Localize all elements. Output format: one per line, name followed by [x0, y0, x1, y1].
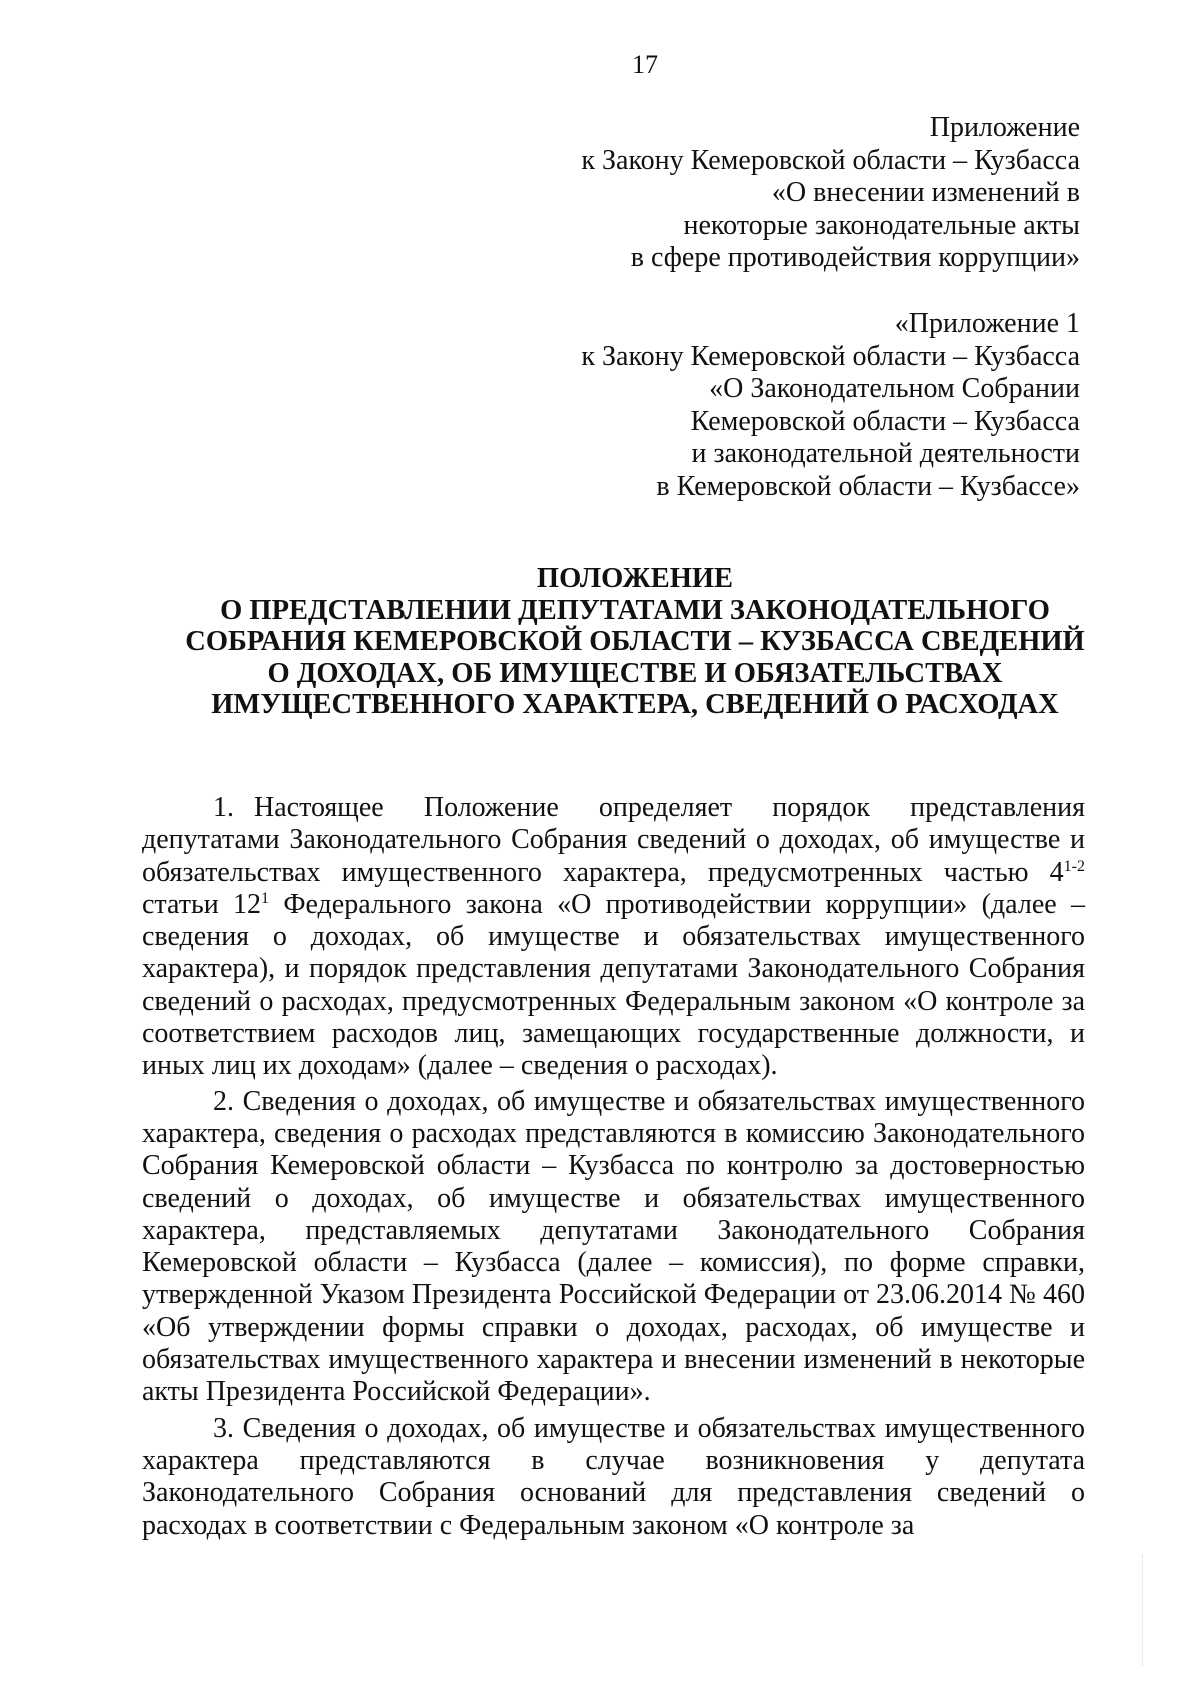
scan-artifact	[1142, 1555, 1146, 1665]
title-line: О ПРЕДСТАВЛЕНИИ ДЕПУТАТАМИ ЗАКОНОДАТЕЛЬНОГО	[220, 594, 1050, 626]
paragraph-text: Настоящее Положение определяет порядок представления депутатами Законодательного Собрания сведений о доходах, об имуществе и обязательствах имущественного характера, предусмотренных частью 4	[142, 792, 1085, 888]
annex-header-line: в сфере противодействия коррупции»	[630, 242, 1080, 273]
title-line: ИМУЩЕСТВЕННОГО ХАРАКТЕРА, СВЕДЕНИЙ О РАСХОДАХ	[211, 689, 1059, 720]
annex-header	[581, 112, 1080, 275]
superscript: 1	[261, 889, 270, 907]
annex-header-line: «О внесении изменений в	[771, 177, 1080, 208]
document-title	[150, 563, 1120, 721]
nested-annex-line: и законодательной деятельности	[691, 438, 1080, 469]
nested-annex-line: «Приложение 1	[894, 308, 1080, 339]
title-line: ПОЛОЖЕНИЕ	[536, 563, 734, 594]
page-number: 17	[632, 50, 658, 79]
title-line: О ДОХОДАХ, ОБ ИМУЩЕСТВЕ И ОБЯЗАТЕЛЬСТВАХ	[267, 657, 1003, 689]
paragraph-number: 1.	[213, 792, 234, 823]
annex-header-line: некоторые законодательные акты	[683, 209, 1080, 241]
nested-annex-line: Кемеровской области – Кузбасса	[690, 405, 1080, 437]
document-body	[142, 792, 1085, 1542]
superscript: 1-2	[1063, 857, 1085, 875]
paragraph-text: Федерального закона «О противодействии коррупции» (далее – сведения о доходах, об имуществе и обязательствах имущественного характера), и порядок представления депутатами Законодательного Собрания сведений о расходах, предусмотренных Федеральным законом «О контроле за соответствием расходов лиц, замещающих государственные должности, и иных лиц их доходам» (далее – сведения о расходах).	[142, 888, 1085, 1082]
annex-header-line: к Закону Кемеровской области – Кузбасса	[581, 144, 1080, 176]
paragraph-text: статьи 12	[142, 888, 262, 920]
title-line: СОБРАНИЯ КЕМЕРОВСКОЙ ОБЛАСТИ – КУЗБАССА СВЕДЕНИЙ	[185, 626, 1085, 657]
nested-annex-header	[581, 308, 1080, 503]
paragraph-2: 2. Сведения о доходах, об имуществе и обязательствах имущественного характера, сведения о расходах представляются в комиссию Законодательного Собрания Кемеровской области – Кузбасса по контролю за достоверностью сведений о доходах, об имуществе и обязательствах имущественного характера, представляемых депутатами Законодательного Собрания Кемеровской области – Кузбасса (далее – комиссия), по форме справки, утвержденной Указом Президента Российской Федерации от 23.06.2014 № 460 «Об утверждении формы справки о доходах, расходах, об имуществе и обязательствах имущественного характера и внесении изменений в некоторые акты Президента Российской Федерации».	[142, 1085, 1085, 1408]
nested-annex-line: в Кемеровской области – Кузбассе»	[656, 470, 1080, 502]
nested-annex-line: к Закону Кемеровской области – Кузбасса	[581, 340, 1080, 372]
paragraph-3: 3. Сведения о доходах, об имуществе и обязательствах имущественного характера представляются в случае возникновения у депутата Законодательного Собрания оснований для представления сведений о расходах в соответствии с Федеральным законом «О контроле за	[142, 1412, 1085, 1541]
annex-header-line: Приложение	[929, 112, 1080, 143]
paragraph-1	[142, 792, 1085, 1083]
nested-annex-line: «О Законодательном Собрании	[709, 373, 1080, 404]
